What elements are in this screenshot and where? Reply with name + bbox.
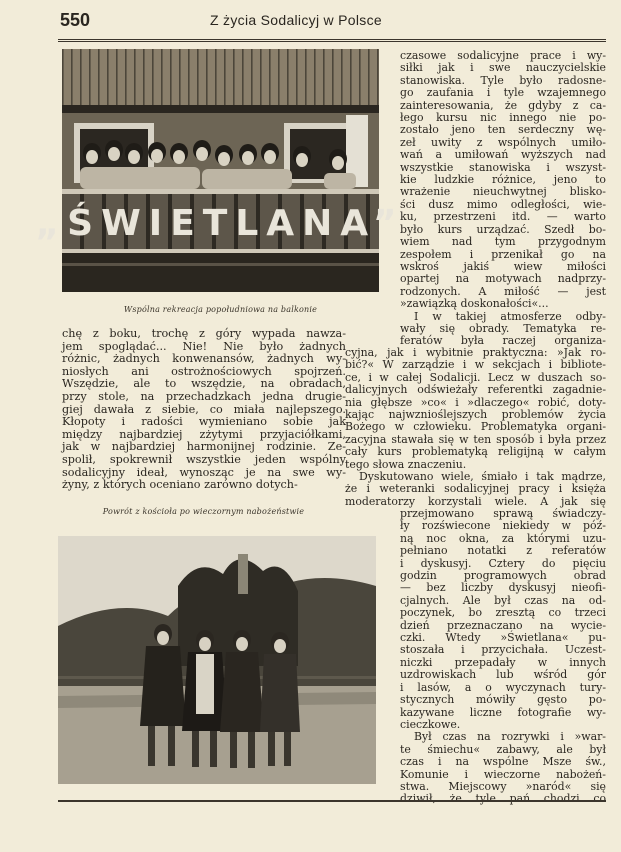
text-line: giej dawała z siebie, co miała najlepszego. — [62, 402, 346, 416]
text-line: ną noc okna, za którymi uzu- — [400, 531, 606, 545]
footer-rule — [58, 800, 606, 802]
text-line: kie ludzkie różnice, jeno to — [400, 173, 606, 187]
text-line: było kurs urządzać. Szedł bo- — [400, 222, 606, 236]
text-line: nia głębsze »co« i »dlaczego« robić, doty- — [345, 395, 606, 409]
text-line: żyny, z których oceniano zarówno dotych- — [62, 478, 298, 492]
text-line: bić?« W zarządzie i w sekcjach i bibliote- — [345, 358, 606, 372]
balcony-sign-text: „ŚWIETLANA” — [35, 203, 405, 244]
header-rule-double — [58, 41, 606, 42]
text-line: kazywane liczne fotografie wy- — [400, 705, 606, 719]
text-line: uzdrowiskach lub wśród gór — [400, 668, 606, 682]
page-number: 550 — [60, 10, 91, 30]
text-line: — bez liczby dyskusyj nieofi- — [400, 581, 606, 595]
text-line: I w takiej atmosferze odby- — [414, 309, 606, 323]
text-line: stanowiska. Tyle było radosne- — [400, 73, 606, 87]
text-line: wiem nad tym przygodnym — [400, 235, 606, 249]
text-line: Dyskutowano wiele, śmiało i tak mądrze, — [359, 470, 606, 484]
text-line: cały kurs problematyką religijną w całym — [345, 445, 606, 459]
text-line: zainteresowania, że gdyby z ca- — [400, 98, 606, 112]
text-line: wały się obrady. Tematyka re- — [400, 321, 606, 335]
text-line: ce, i w całej Sodalicji. Lecz w duszach so- — [345, 370, 606, 384]
text-line: cieczkowe. — [400, 717, 461, 731]
photo-walk-caption: Powrót z kościoła po wieczornym nabożeństwie — [102, 507, 305, 516]
text-line: cjalnych. Ale był czas na od- — [400, 593, 606, 607]
text-line: feratów była raczej organiza- — [400, 334, 606, 348]
text-line: przy stole, na przechadzkach jedna drugie- — [62, 389, 346, 403]
text-line: go zaufania i tyle wzajemnego — [400, 86, 606, 100]
text-line: spolił, spokrewnił wszystkie jeden wspólny — [62, 452, 346, 466]
photo-balcony-image — [35, 49, 405, 292]
photo-balcony — [35, 49, 405, 292]
text-line: Komunie i wieczorne nabożeń- — [400, 767, 606, 781]
text-line: czki. Wtedy »Świetlana« pu- — [400, 631, 606, 645]
text-line: godzin programowych obrad — [400, 569, 606, 583]
text-line: stwa. Miejscowy »naród« się — [400, 779, 606, 793]
text-line: Wszędzie, ale to wszędzie, na obradach, — [62, 377, 346, 391]
header-rule — [58, 39, 606, 40]
photo-walk-image — [58, 536, 376, 784]
text-line: sodalicyjny ideał, wynosząc je na swe wy- — [62, 465, 346, 479]
text-line: że i weteranki sodalicyjnej pracy i księża — [345, 482, 606, 496]
text-line: cyjna, jak i wybitnie praktyczna: »Jak ro- — [345, 346, 606, 359]
right-column-text-upper — [400, 50, 606, 348]
text-line: jem spoglądać... Nie! Nie było żadnych — [62, 339, 346, 353]
left-column-text — [62, 328, 346, 492]
photo-walk — [58, 536, 376, 784]
text-line: poczynek, bo zresztą co trzeci — [400, 606, 606, 620]
text-line: różnic, żadnych konwenansów, żadnych wy- — [62, 352, 346, 366]
text-line: między najbardziej zżytymi przyjaciółkami, — [62, 427, 346, 441]
text-line: niczki przepadały w innych — [400, 655, 606, 669]
text-line: tego słowa znaczeniu. — [345, 457, 467, 471]
text-line: Był czas na rozrywki i »war- — [414, 730, 606, 744]
text-line: stycznych mówiły gęsto po- — [400, 693, 606, 707]
text-line: zostało jeno ten serdeczny wę- — [400, 123, 606, 137]
text-line: zeł uwity z wspólnych umiło- — [400, 135, 606, 149]
text-line: dzień przeznaczano na wycie- — [400, 618, 606, 632]
text-line: dziwił, że tyle pań chodzi co — [400, 792, 606, 806]
running-title: Z życia Sodalicyj w Polsce — [210, 12, 382, 28]
text-line: wrażenie nieuchwytnej blisko- — [400, 185, 606, 199]
right-column-text-lower — [400, 508, 606, 806]
photo-balcony-caption: Wspólna rekreacja popołudniowa na balkonie — [123, 305, 318, 314]
text-line: i dyskusyj. Cztery do pięciu — [400, 556, 606, 570]
text-line: »zawiązką doskonałości«... — [400, 297, 549, 311]
text-line: zacyjna stawała się w ten sposób i była przez — [345, 432, 606, 446]
text-line: moderatorzy korzystali wiele. A jak się — [345, 494, 606, 508]
text-line: te śmiechu« zabawy, ale był — [400, 742, 606, 756]
text-line: łego kursu nic innego nie po- — [400, 111, 606, 125]
text-line: rodzonych. A miłość — jest — [400, 284, 606, 298]
text-line: czasowe sodalicyjne prace i wy- — [400, 49, 606, 62]
text-line: wań a umiłowań wyższych nad — [400, 148, 606, 162]
text-line: ku, przestrzeni itd. — warto — [400, 210, 606, 224]
text-line: niosłych ani ostrożnościowych spojrzeń. — [62, 364, 346, 378]
text-line: czas i na wspólne Msze św., — [400, 755, 606, 769]
text-line: kając najwznioślejszych problemów życia — [345, 408, 606, 422]
page-header — [0, 0, 621, 46]
text-line: chę z boku, trochę z góry wypada nawza- — [62, 327, 346, 340]
text-line: jak w najbardziej harmonijnej rodzinie. Ze- — [62, 440, 346, 454]
text-line: Kłopoty i radości wymieniano sobie jak — [62, 415, 346, 429]
text-line: stoszała i przycichała. Uczest- — [400, 643, 606, 657]
text-line: wskroś jakiś wiew miłości — [400, 259, 606, 273]
text-line: siłki jak i swe nauczycielskie — [400, 61, 606, 75]
text-line: ły rozświecone niekiedy w póź- — [400, 519, 606, 533]
text-line: przejmowano sprawą świadczy- — [400, 507, 606, 520]
text-line: Bożego w człowieku. Problematyka organi- — [345, 420, 606, 434]
text-line: i lasów, a o wyczynach tury- — [400, 680, 606, 694]
text-line: opartej na motywach nadprzy- — [400, 272, 606, 286]
text-line: zespołem i przenikał go na — [400, 247, 606, 261]
text-line: dalicyjnych odświeżały referentki zagadnie- — [345, 383, 606, 397]
right-column-text-wide — [345, 347, 606, 508]
text-line: wszystkie stanowiska i wszyst- — [400, 160, 606, 174]
text-line: pełniano notatki z referatów — [400, 544, 606, 558]
text-line: ści dusz mimo odległości, wie- — [400, 197, 606, 211]
